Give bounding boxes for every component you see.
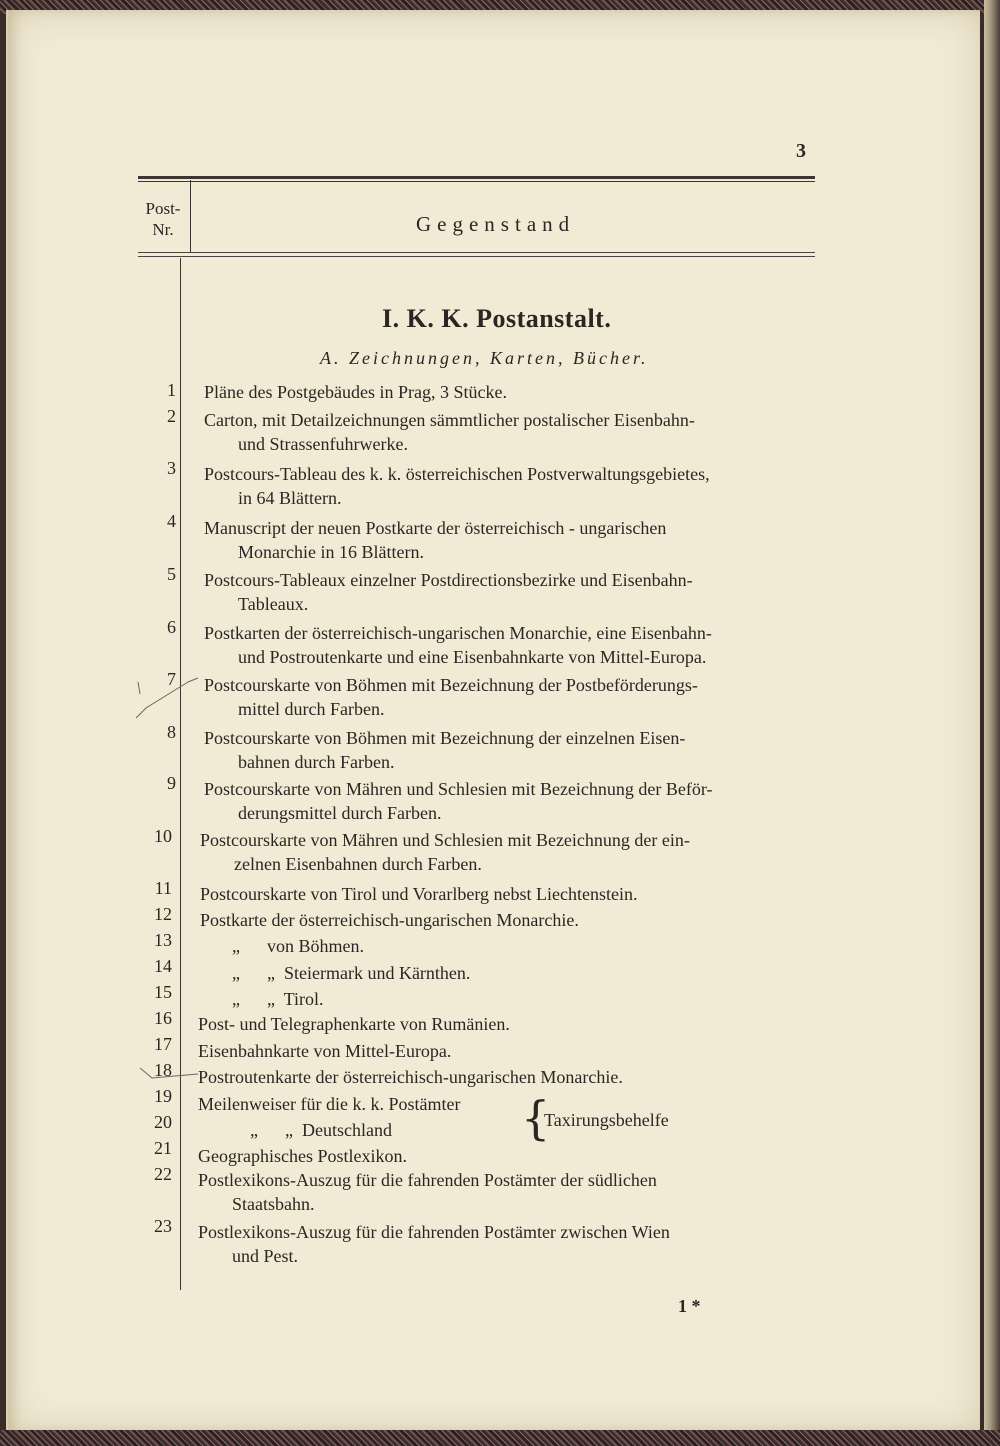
entry-line: Staatsbahn. <box>232 1194 315 1214</box>
entry-text <box>204 462 710 510</box>
entry-line: Postcours-Tableaux einzelner Postdirectionsbezirke und Eisenbahn- <box>204 570 693 590</box>
entry-line: Postlexikons-Auszug für die fahrenden Postämter der südlichen <box>198 1170 657 1190</box>
entry-line: Pläne des Postgebäudes in Prag, 3 Stücke. <box>204 382 507 402</box>
entry-line: Tableaux. <box>238 594 309 614</box>
entry-number: 17 <box>154 1034 172 1054</box>
column-header-post-nr <box>140 198 186 240</box>
entry-line: Monarchie in 16 Blättern. <box>238 542 424 562</box>
entry-line: Postcourskarte von Böhmen mit Bezeichnung der Postbeförderungs- <box>204 675 698 695</box>
entry-line: Carton, mit Detailzeichnungen sämmtlicher postalischer Eisenbahn- <box>204 410 695 430</box>
entry-number: 12 <box>154 904 172 924</box>
entry-line: „ „ Tirol. <box>232 989 324 1009</box>
entry-text <box>204 408 695 456</box>
entry-number: 5 <box>167 564 176 584</box>
entry-text <box>232 961 470 985</box>
entry-line: Postcours-Tableau des k. k. österreichischen Postverwaltungsgebietes, <box>204 464 710 484</box>
entry-line: Postcourskarte von Böhmen mit Bezeichnung der einzelnen Eisen- <box>204 728 686 748</box>
entry-line: und Strassenfuhrwerke. <box>238 434 408 454</box>
entry-number: 4 <box>167 511 176 531</box>
entry-line: Manuscript der neuen Postkarte der österreichisch - ungarischen <box>204 518 667 538</box>
book-edge-right <box>984 0 1000 1446</box>
entry-line: bahnen durch Farben. <box>238 752 395 772</box>
entry-text <box>204 673 698 721</box>
subsection-title: A. Zeichnungen, Karten, Bücher. <box>320 348 649 368</box>
entry-text <box>204 777 713 825</box>
entry-text <box>250 1118 392 1142</box>
entry-number: 23 <box>154 1216 172 1236</box>
entry-text <box>204 380 507 404</box>
section-title: I. K. K. Postanstalt. <box>382 304 612 333</box>
entry-text <box>200 882 637 906</box>
entry-number: 9 <box>167 773 176 793</box>
entry-line: Postcourskarte von Mähren und Schlesien mit Bezeichnung der ein- <box>200 830 690 850</box>
column-header-post-nr-line2: Nr. <box>152 220 174 239</box>
brace-symbol: { <box>521 1091 551 1145</box>
entry-number: 16 <box>154 1008 172 1028</box>
entry-text <box>198 1220 670 1268</box>
entry-line: Postroutenkarte der österreichisch-ungarischen Monarchie. <box>198 1067 623 1087</box>
entry-number: 7 <box>167 669 176 689</box>
book-edge-bottom <box>0 1430 1000 1446</box>
entry-text <box>198 1065 623 1089</box>
entry-line: „ „ Deutschland <box>250 1120 392 1140</box>
entry-text <box>198 1168 657 1216</box>
entry-number: 21 <box>154 1138 172 1158</box>
entry-text <box>204 516 666 564</box>
entry-number: 13 <box>154 930 172 950</box>
header-column-divider <box>190 180 191 252</box>
column-header-post-nr-line1: Post- <box>145 199 181 218</box>
entry-text <box>204 726 685 774</box>
entry-line: Postcourskarte von Tirol und Vorarlberg nebst Liechtenstein. <box>200 884 638 904</box>
pencil-annotation-entry-7 <box>128 660 208 720</box>
entry-number: 11 <box>154 878 172 898</box>
entry-line: derungsmittel durch Farben. <box>238 803 442 823</box>
entry-line: Eisenbahnkarte von Mittel-Europa. <box>198 1041 452 1061</box>
entry-text <box>200 908 579 932</box>
entry-line: zelnen Eisenbahnen durch Farben. <box>234 854 482 874</box>
header-rule-bottom <box>138 252 815 257</box>
entry-line: „ von Böhmen. <box>232 936 364 956</box>
entry-number: 18 <box>154 1060 172 1080</box>
entry-text <box>204 621 712 669</box>
entry-line: Postlexikons-Auszug für die fahrenden Postämter zwischen Wien <box>198 1222 670 1242</box>
entry-line: Meilenweiser für die k. k. Postämter <box>198 1094 461 1114</box>
entry-line: Postkarte der österreichisch-ungarischen Monarchie. <box>200 910 579 930</box>
signature-mark: 1 * <box>678 1296 701 1316</box>
brace-label: Taxirungsbehelfe <box>544 1110 669 1130</box>
entry-line: und Pest. <box>232 1246 299 1266</box>
entry-line: mittel durch Farben. <box>238 699 385 719</box>
entry-number: 10 <box>154 826 172 846</box>
entry-line: und Postroutenkarte und eine Eisenbahnkarte von Mittel-Europa. <box>238 647 707 667</box>
entry-text <box>232 987 324 1011</box>
entry-number: 2 <box>167 406 176 426</box>
entry-text <box>198 1012 510 1036</box>
entry-number: 20 <box>154 1112 172 1132</box>
entry-text <box>232 934 364 958</box>
column-header-subject: Gegenstand <box>416 212 576 236</box>
entry-number: 3 <box>167 458 176 478</box>
entry-line: Geographisches Postlexikon. <box>198 1146 407 1166</box>
entry-line: in 64 Blättern. <box>238 488 342 508</box>
entry-number: 15 <box>154 982 172 1002</box>
entry-number: 8 <box>167 722 176 742</box>
entry-number: 19 <box>154 1086 172 1106</box>
entry-number: 22 <box>154 1164 172 1184</box>
entry-number: 14 <box>154 956 172 976</box>
entry-number: 6 <box>167 617 176 637</box>
entry-text <box>198 1092 460 1116</box>
page-number: 3 <box>796 140 806 162</box>
entry-line: Postcourskarte von Mähren und Schlesien mit Bezeichnung der Beför- <box>204 779 713 799</box>
entry-line: Postkarten der österreichisch-ungarischen Monarchie, eine Eisenbahn- <box>204 623 712 643</box>
entry-number: 1 <box>167 380 176 400</box>
entry-text <box>198 1039 451 1063</box>
body-column-divider <box>180 258 181 1290</box>
entry-text <box>204 568 693 616</box>
entry-line: „ „ Steiermark und Kärnthen. <box>232 963 471 983</box>
entry-text <box>198 1144 407 1168</box>
pencil-annotation-entry-18 <box>136 1064 206 1088</box>
entry-line: Post- und Telegraphenkarte von Rumänien. <box>198 1014 510 1034</box>
header-rule-top <box>138 176 815 182</box>
entry-text <box>200 828 690 876</box>
